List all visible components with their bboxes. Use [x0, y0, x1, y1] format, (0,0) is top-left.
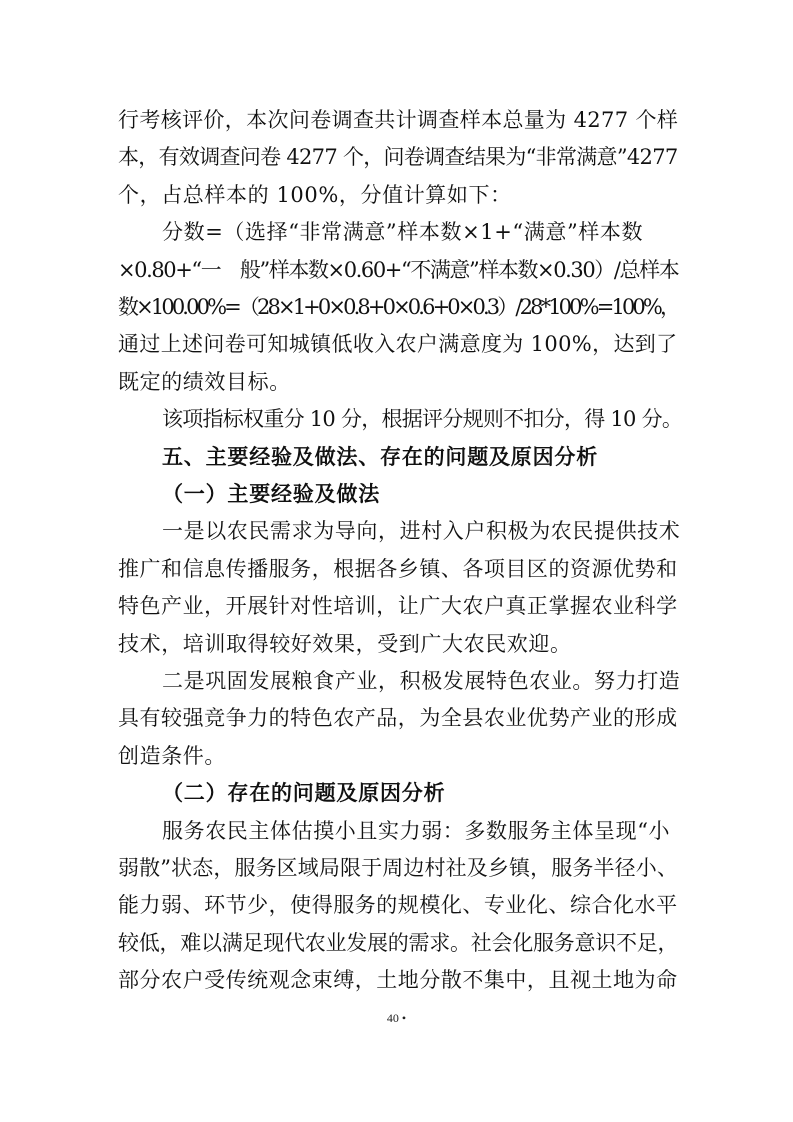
body-text-line: 创造条件。 [118, 744, 226, 768]
body-text-line: 服务农民主体估摸小且实力弱：多数服务主体呈现“小 [162, 819, 671, 843]
formula-line: 分数=（选择“非常满意”样本数×1+“满意”样本数 [162, 220, 644, 244]
body-text-line: 推广和信息传播服务，根据各乡镇、各项目区的资源优势和 [118, 557, 678, 581]
page-number: 40 • [386, 1011, 407, 1025]
body-text-line: 本，有效调查问卷 4277 个，问卷调查结果为“非常满意”4277 [118, 145, 678, 169]
body-text-line: 行考核评价，本次问卷调查共计调查样本总量为 4277 个样 [118, 108, 679, 132]
body-text-line: 一是以农民需求为导向，进村入户积极为农民提供技术 [162, 519, 681, 543]
body-text-line: 技术，培训取得较好效果，受到广大农民欢迎。 [118, 632, 572, 656]
body-text-line: 部分农户受传统观念束缚，土地分散不集中，且视土地为命 [118, 968, 678, 992]
body-text-line: 二是巩固发展粮食产业，积极发展特色农业。努力打造 [162, 669, 681, 693]
body-text-line: 既定的绩效目标。 [118, 370, 291, 394]
body-text-line: 弱散”状态，服务区域局限于周边村社及乡镇，服务半径小、 [118, 856, 678, 880]
formula-line: ×0.80+“一 般”样本数×0.60+“不满意”样本数×0.30）/总样本 [118, 258, 679, 282]
formula-line: 数×100.00%=（28×1+0×0.8+0×0.6+0×0.3）/28*100%=100%， [118, 295, 679, 319]
body-text-line: 个，占总样本的 100%，分值计算如下： [118, 183, 512, 207]
body-text-line: 该项指标权重分 10 分，根据评分规则不扣分，得 10 分。 [162, 407, 683, 431]
body-text-line: 通过上述问卷可知城镇低收入农户满意度为 100%，达到了 [118, 332, 678, 356]
body-text-line: 较低，难以满足现代农业发展的需求。社会化服务意识不足， [118, 931, 679, 955]
subsection-heading: （一）主要经验及做法 [162, 481, 380, 506]
body-text-line: 特色产业，开展针对性培训，让广大农户真正掌握农业科学 [118, 594, 678, 618]
body-text-line: 具有较强竞争力的特色农产品，为全县农业优势产业的形成 [118, 706, 678, 730]
body-text-line: 能力弱、环节少，使得服务的规模化、专业化、综合化水平 [118, 893, 678, 917]
section-heading: 五、主要经验及做法、存在的问题及原因分析 [162, 444, 598, 469]
subsection-heading: （二）存在的问题及原因分析 [162, 780, 446, 805]
